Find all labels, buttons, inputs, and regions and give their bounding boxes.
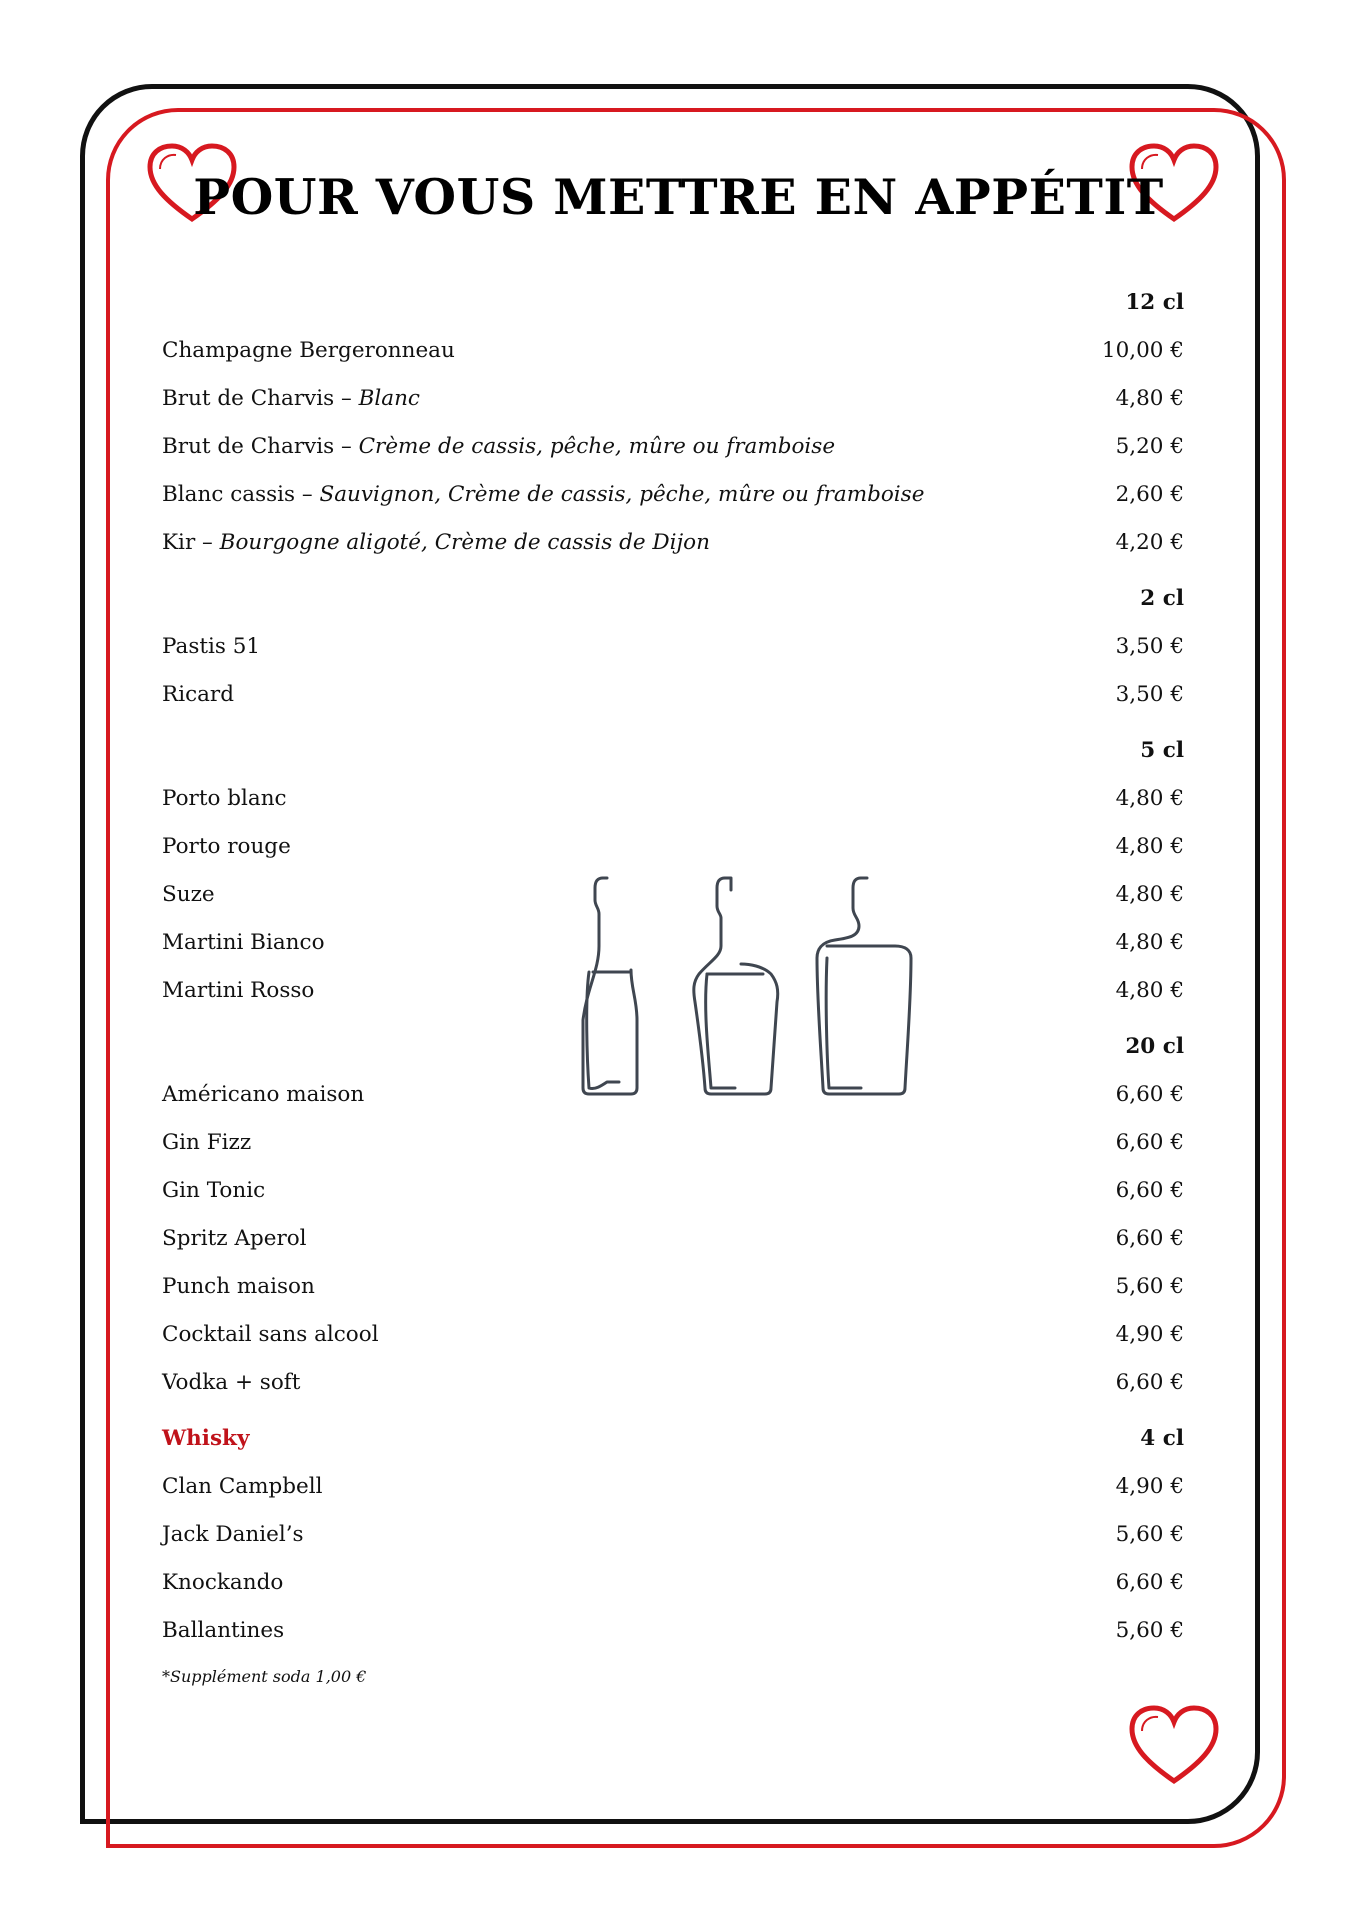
item-price: 4,90 € [1115,1322,1184,1347]
item-price: 5,60 € [1115,1522,1184,1547]
section-header [162,1423,1184,1455]
list-item [162,335,1184,367]
item-price: 4,80 € [1115,786,1184,811]
item-name: Blanc cassis – [162,482,320,507]
item-price: 4,80 € [1115,882,1184,907]
section-header [162,287,1184,319]
item-price: 4,80 € [1115,978,1184,1003]
item-name: Punch maison [162,1274,315,1299]
list-item [162,831,1184,863]
item-price: 6,60 € [1115,1130,1184,1155]
list-item [162,1615,1184,1647]
item-price: 4,80 € [1115,834,1184,859]
list-item [162,631,1184,663]
list-item [162,431,1184,463]
item-price: 5,20 € [1115,434,1184,459]
section-header [162,735,1184,767]
item-price: 2,60 € [1115,482,1184,507]
item-detail: Sauvignon, Crème de cassis, pêche, mûre ou framboise [319,482,925,507]
item-name: Suze [162,882,215,907]
item-name: Ballantines [162,1618,285,1643]
item-name: Champagne Bergeronneau [162,338,455,363]
page-title: POUR VOUS METTRE EN APPÉTIT [193,168,1164,226]
item-price: 4,20 € [1115,530,1184,555]
list-item [162,1319,1184,1351]
item-price: 3,50 € [1115,682,1184,707]
list-item [162,1175,1184,1207]
item-name: Vodka + soft [162,1370,301,1395]
list-item [162,1519,1184,1551]
item-price: 6,60 € [1115,1178,1184,1203]
list-item [162,1127,1184,1159]
item-name: Martini Bianco [162,930,325,955]
item-detail: Crème de cassis, pêche, mûre ou framboise [358,434,836,459]
list-item [162,783,1184,815]
section-label: Whisky [162,1426,250,1451]
heart-icon [1128,1705,1220,1785]
item-name: Knockando [162,1570,284,1595]
item-name: Brut de Charvis – [162,386,359,411]
item-price: 5,60 € [1115,1618,1184,1643]
item-name: Pastis 51 [162,634,261,659]
footnote: *Supplément soda 1,00 € [162,1667,367,1686]
list-item [162,1367,1184,1399]
list-item [162,1271,1184,1303]
item-name: Clan Campbell [162,1474,323,1499]
list-item [162,679,1184,711]
list-item [162,1567,1184,1599]
section-size: 20 cl [1125,1034,1184,1059]
item-name: Ricard [162,682,234,707]
list-item [162,1471,1184,1503]
item-name: Porto rouge [162,834,291,859]
section-header [162,583,1184,615]
item-name: Gin Fizz [162,1130,252,1155]
section-size: 4 cl [1140,1426,1184,1451]
item-name: Martini Rosso [162,978,315,1003]
list-item [162,527,1184,559]
section-size: 5 cl [1140,738,1184,763]
item-name: Kir – [162,530,220,555]
item-name: Jack Daniel’s [162,1522,304,1547]
item-price: 4,80 € [1115,386,1184,411]
item-price: 4,80 € [1115,930,1184,955]
item-name: Américano maison [162,1082,365,1107]
bottles-illustration [565,870,935,1100]
item-price: 6,60 € [1115,1370,1184,1395]
item-name: Brut de Charvis – [162,434,359,459]
item-name: Spritz Aperol [162,1226,307,1251]
list-item [162,1223,1184,1255]
item-detail: Blanc [358,386,420,411]
item-detail: Bourgogne aligoté, Crème de cassis de Dijon [219,530,710,555]
item-price: 6,60 € [1115,1082,1184,1107]
item-price: 6,60 € [1115,1570,1184,1595]
item-name: Porto blanc [162,786,287,811]
item-price: 6,60 € [1115,1226,1184,1251]
section-size: 12 cl [1125,290,1184,315]
item-price: 5,60 € [1115,1274,1184,1299]
section-size: 2 cl [1140,586,1184,611]
list-item [162,479,1184,511]
list-item [162,383,1184,415]
item-price: 3,50 € [1115,634,1184,659]
item-price: 4,90 € [1115,1474,1184,1499]
item-name: Cocktail sans alcool [162,1322,379,1347]
item-name: Gin Tonic [162,1178,266,1203]
item-price: 10,00 € [1101,338,1184,363]
